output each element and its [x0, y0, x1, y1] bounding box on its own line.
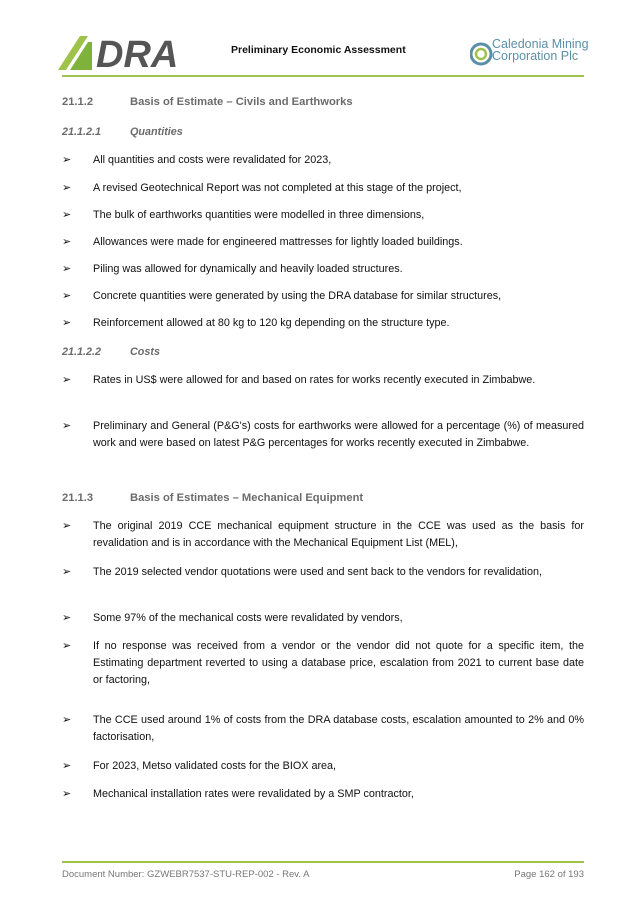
subsection-heading-quantities: 21.1.2.1 Quantities	[62, 126, 183, 138]
list-item: ➢ Mechanical installation rates were revalidated by a SMP contractor,	[62, 788, 414, 800]
list-item: ➢ The 2019 selected vendor quotations were used and sent back to the vendors for revalidation,	[62, 566, 542, 578]
caledonia-logo-text: Caledonia Mining Corporation Plc	[492, 37, 589, 63]
list-item: ➢ For 2023, Metso validated costs for the BIOX area,	[62, 760, 337, 772]
list-item: ➢ Allowances were made for engineered mattresses for lightly loaded buildings.	[62, 236, 463, 248]
list-item: ➢ Reinforcement allowed at 80 kg to 120 kg depending on the structure type.	[62, 317, 450, 329]
list-item: ➢ Preliminary and General (P&G's) costs for earthworks were allowed for a percentage (%) of measured work and were based on latest P&G percentages for works recently executed in Zimbabwe.	[62, 420, 584, 449]
list-item: ➢ Some 97% of the mechanical costs were revalidated by vendors,	[62, 612, 403, 624]
list-item: ➢ The bulk of earthworks quantities were modelled in three dimensions,	[62, 209, 425, 221]
dra-logo	[58, 32, 198, 70]
list-item: ➢ All quantities and costs were revalidated for 2023,	[62, 154, 332, 166]
list-item: ➢ Concrete quantities were generated by using the DRA database for similar structures,	[62, 290, 502, 302]
list-item: ➢ The original 2019 CCE mechanical equipment structure in the CCE was used as the basis for revalidation and is in accordance with the Mechanical Equipment List (MEL),	[62, 520, 584, 549]
header-rule	[62, 75, 584, 77]
list-item: ➢ If no response was received from a vendor or the vendor did not quote for a specific item, the Estimating department reverted to using a database price, escalation from 2021 to current base date or factoring,	[62, 640, 584, 686]
document-number: Document Number: GZWEBR7537-STU-REP-002 - Rev. A	[62, 869, 310, 880]
section-heading-21-1-2: 21.1.2 Basis of Estimate – Civils and Earthworks	[62, 96, 353, 108]
section-heading-21-1-3: 21.1.3 Basis of Estimates – Mechanical Equipment	[62, 492, 364, 504]
list-item: ➢ Piling was allowed for dynamically and heavily loaded structures.	[62, 263, 403, 275]
page-header	[0, 0, 644, 80]
svg-text:DRA: DRA	[96, 34, 179, 70]
document-title: Preliminary Economic Assessment	[231, 44, 406, 56]
subsection-heading-costs: 21.1.2.2 Costs	[62, 346, 160, 358]
footer-rule	[62, 861, 584, 863]
list-item: ➢ A revised Geotechnical Report was not completed at this stage of the project,	[62, 182, 462, 194]
page-number: Page 162 of 193	[514, 869, 584, 880]
list-item: ➢ Rates in US$ were allowed for and based on rates for works recently executed in Zimbabwe.	[62, 374, 536, 386]
list-item: ➢ The CCE used around 1% of costs from the DRA database costs, escalation amounted to 2% and 0% factorisation,	[62, 714, 584, 743]
